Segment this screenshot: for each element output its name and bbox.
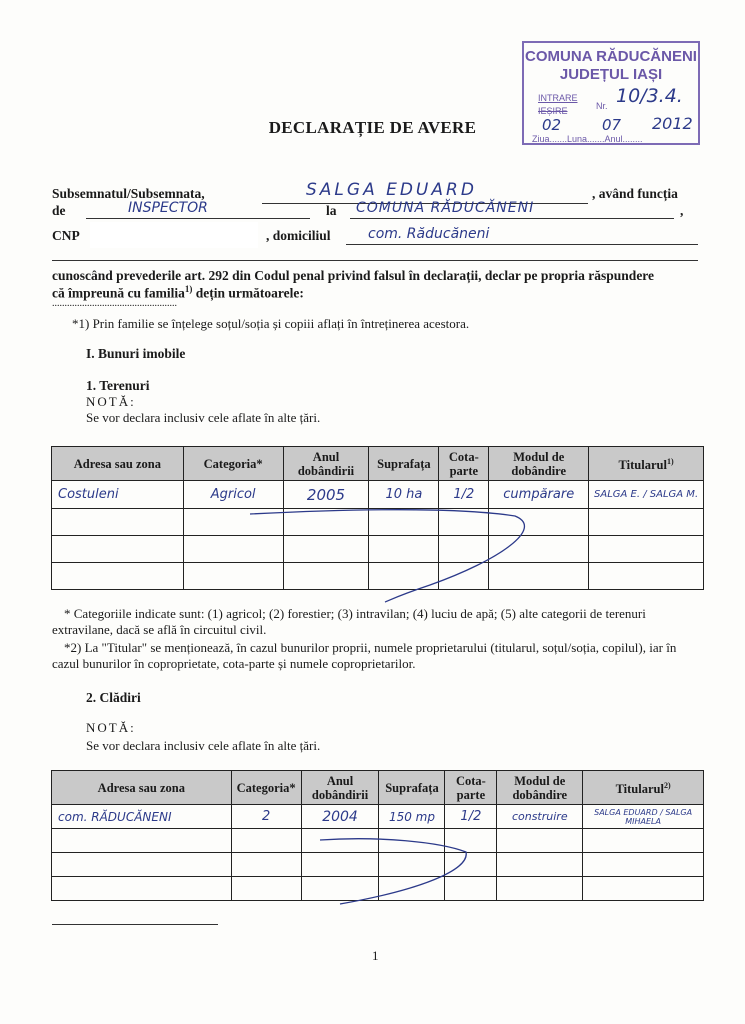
- functia-value: INSPECTOR: [128, 200, 208, 216]
- intro-dots: ..................................................: [52, 298, 177, 309]
- domiciliul-label: , domiciliul: [266, 228, 331, 243]
- nota-1-text: Se vor declara inclusiv cele aflate în alte țări.: [86, 410, 321, 425]
- col-anul: Anul dobândirii: [283, 447, 369, 481]
- col-adresa: Adresa sau zona: [52, 447, 184, 481]
- page-number: 1: [372, 948, 379, 963]
- cell-cota: 1/2: [439, 481, 489, 509]
- stamp-year: 2012: [652, 114, 693, 133]
- cell-cota: 1/2: [445, 805, 497, 829]
- col-categoria: Categoria*: [231, 771, 301, 805]
- scribble-terenuri: [250, 510, 524, 602]
- stamp-month: 07: [602, 116, 622, 134]
- nota-1: NOTĂ:: [86, 394, 136, 409]
- cell-suprafata: 150 mp: [379, 805, 445, 829]
- col-suprafata: Suprafața: [379, 771, 445, 805]
- de-label: de: [52, 203, 66, 218]
- col-cota: Cota-parte: [445, 771, 497, 805]
- titular-note: *2) La "Titular" se menționează, în cazul bunurilor proprii, numele proprietarului (titularul, soțul/soția, copilul), iar în cazul bunurilor în coproprietate, cota-parte și numele coproprietarilor.: [52, 640, 677, 671]
- cladiri-heading: 2. Clădiri: [86, 690, 141, 705]
- footnote-separator: [52, 924, 218, 925]
- scribble-cladiri: [320, 839, 466, 904]
- col-modul: Modul de dobândire: [497, 771, 583, 805]
- col-titularul: Titularul$^{2)}$: [583, 771, 704, 805]
- stamp-nr-value: 10/3.4.: [616, 85, 683, 107]
- intro-sup: 1): [184, 284, 193, 294]
- cnp-label: CNP: [52, 228, 80, 243]
- categorii-note: * Categoriile indicate sunt: (1) agricol; (2) forestier; (3) intravilan; (4) luciu de apă; (5) alte categorii de terenuri extravilane, dacă se află în circuitul civil.: [52, 606, 646, 637]
- cell-categoria: Agricol: [183, 481, 283, 509]
- name-value: SALGA EDUARD: [306, 180, 477, 200]
- cell-anul: 2005: [283, 481, 369, 509]
- stamp-line2: JUDEȚUL IAȘI: [559, 66, 663, 83]
- cell-adresa: com. RĂDUCĂNENI: [52, 805, 232, 829]
- domiciliul-value: com. Răducăneni: [368, 226, 490, 242]
- col-modul: Modul de dobândire: [489, 447, 589, 481]
- nota-2-text: Se vor declara inclusiv cele aflate în alte țări.: [86, 738, 321, 753]
- nota-2: NOTĂ:: [86, 720, 136, 735]
- col-suprafata: Suprafața: [369, 447, 439, 481]
- cell-anul: 2004: [301, 805, 379, 829]
- la-comma: ,: [680, 203, 684, 218]
- subsemnatul-label: Subsemnatul/Subsemnata,: [52, 186, 205, 201]
- functia-label: , având funcția: [592, 186, 678, 201]
- page-title: DECLARAȚIE DE AVERE: [268, 118, 477, 137]
- stamp-line1: COMUNA RĂDUCĂNENI: [525, 48, 697, 65]
- col-adresa: Adresa sau zona: [52, 771, 232, 805]
- cell-titular: SALGA E. / SALGA M.: [589, 481, 704, 509]
- intro-line2a: că împreună cu familia: [52, 285, 185, 301]
- cell-categoria: 2: [231, 805, 301, 829]
- cell-suprafata: 10 ha: [369, 481, 439, 509]
- stamp-nr-label: Nr.: [596, 101, 608, 111]
- stamp-date-caption: Ziua.......Luna.......Anul........: [532, 134, 643, 144]
- stamp-intrare: INTRARE: [538, 93, 578, 103]
- col-cota: Cota-parte: [439, 447, 489, 481]
- terenuri-heading: 1. Terenuri: [86, 378, 150, 393]
- la-label: la: [326, 203, 337, 218]
- cell-modul: construire: [497, 805, 583, 829]
- section1-heading: I. Bunuri imobile: [86, 346, 186, 361]
- cell-titular: SALGA EDUARD / SALGA MIHAELA: [583, 805, 704, 829]
- footnote-1: *1) Prin familie se înțelege soțul/soția și copiii aflați în întreținerea acestora.: [72, 316, 470, 331]
- stamp-iesire: IEȘIRE: [538, 106, 568, 116]
- intro-line2b: dețin următoarele:: [192, 285, 304, 301]
- la-value: COMUNA RĂDUCĂNENI: [356, 200, 535, 216]
- cell-adresa: Costuleni: [52, 481, 184, 509]
- col-titularul: Titularul$^{1)}$: [589, 447, 704, 481]
- col-anul: Anul dobândirii: [301, 771, 379, 805]
- cell-modul: cumpărare: [489, 481, 589, 509]
- stamp-day: 02: [542, 116, 562, 134]
- col-categoria: Categoria*: [183, 447, 283, 481]
- intro-line1: cunoscând prevederile art. 292 din Codul penal privind falsul în declarații, declar pe propria răspundere: [52, 268, 655, 283]
